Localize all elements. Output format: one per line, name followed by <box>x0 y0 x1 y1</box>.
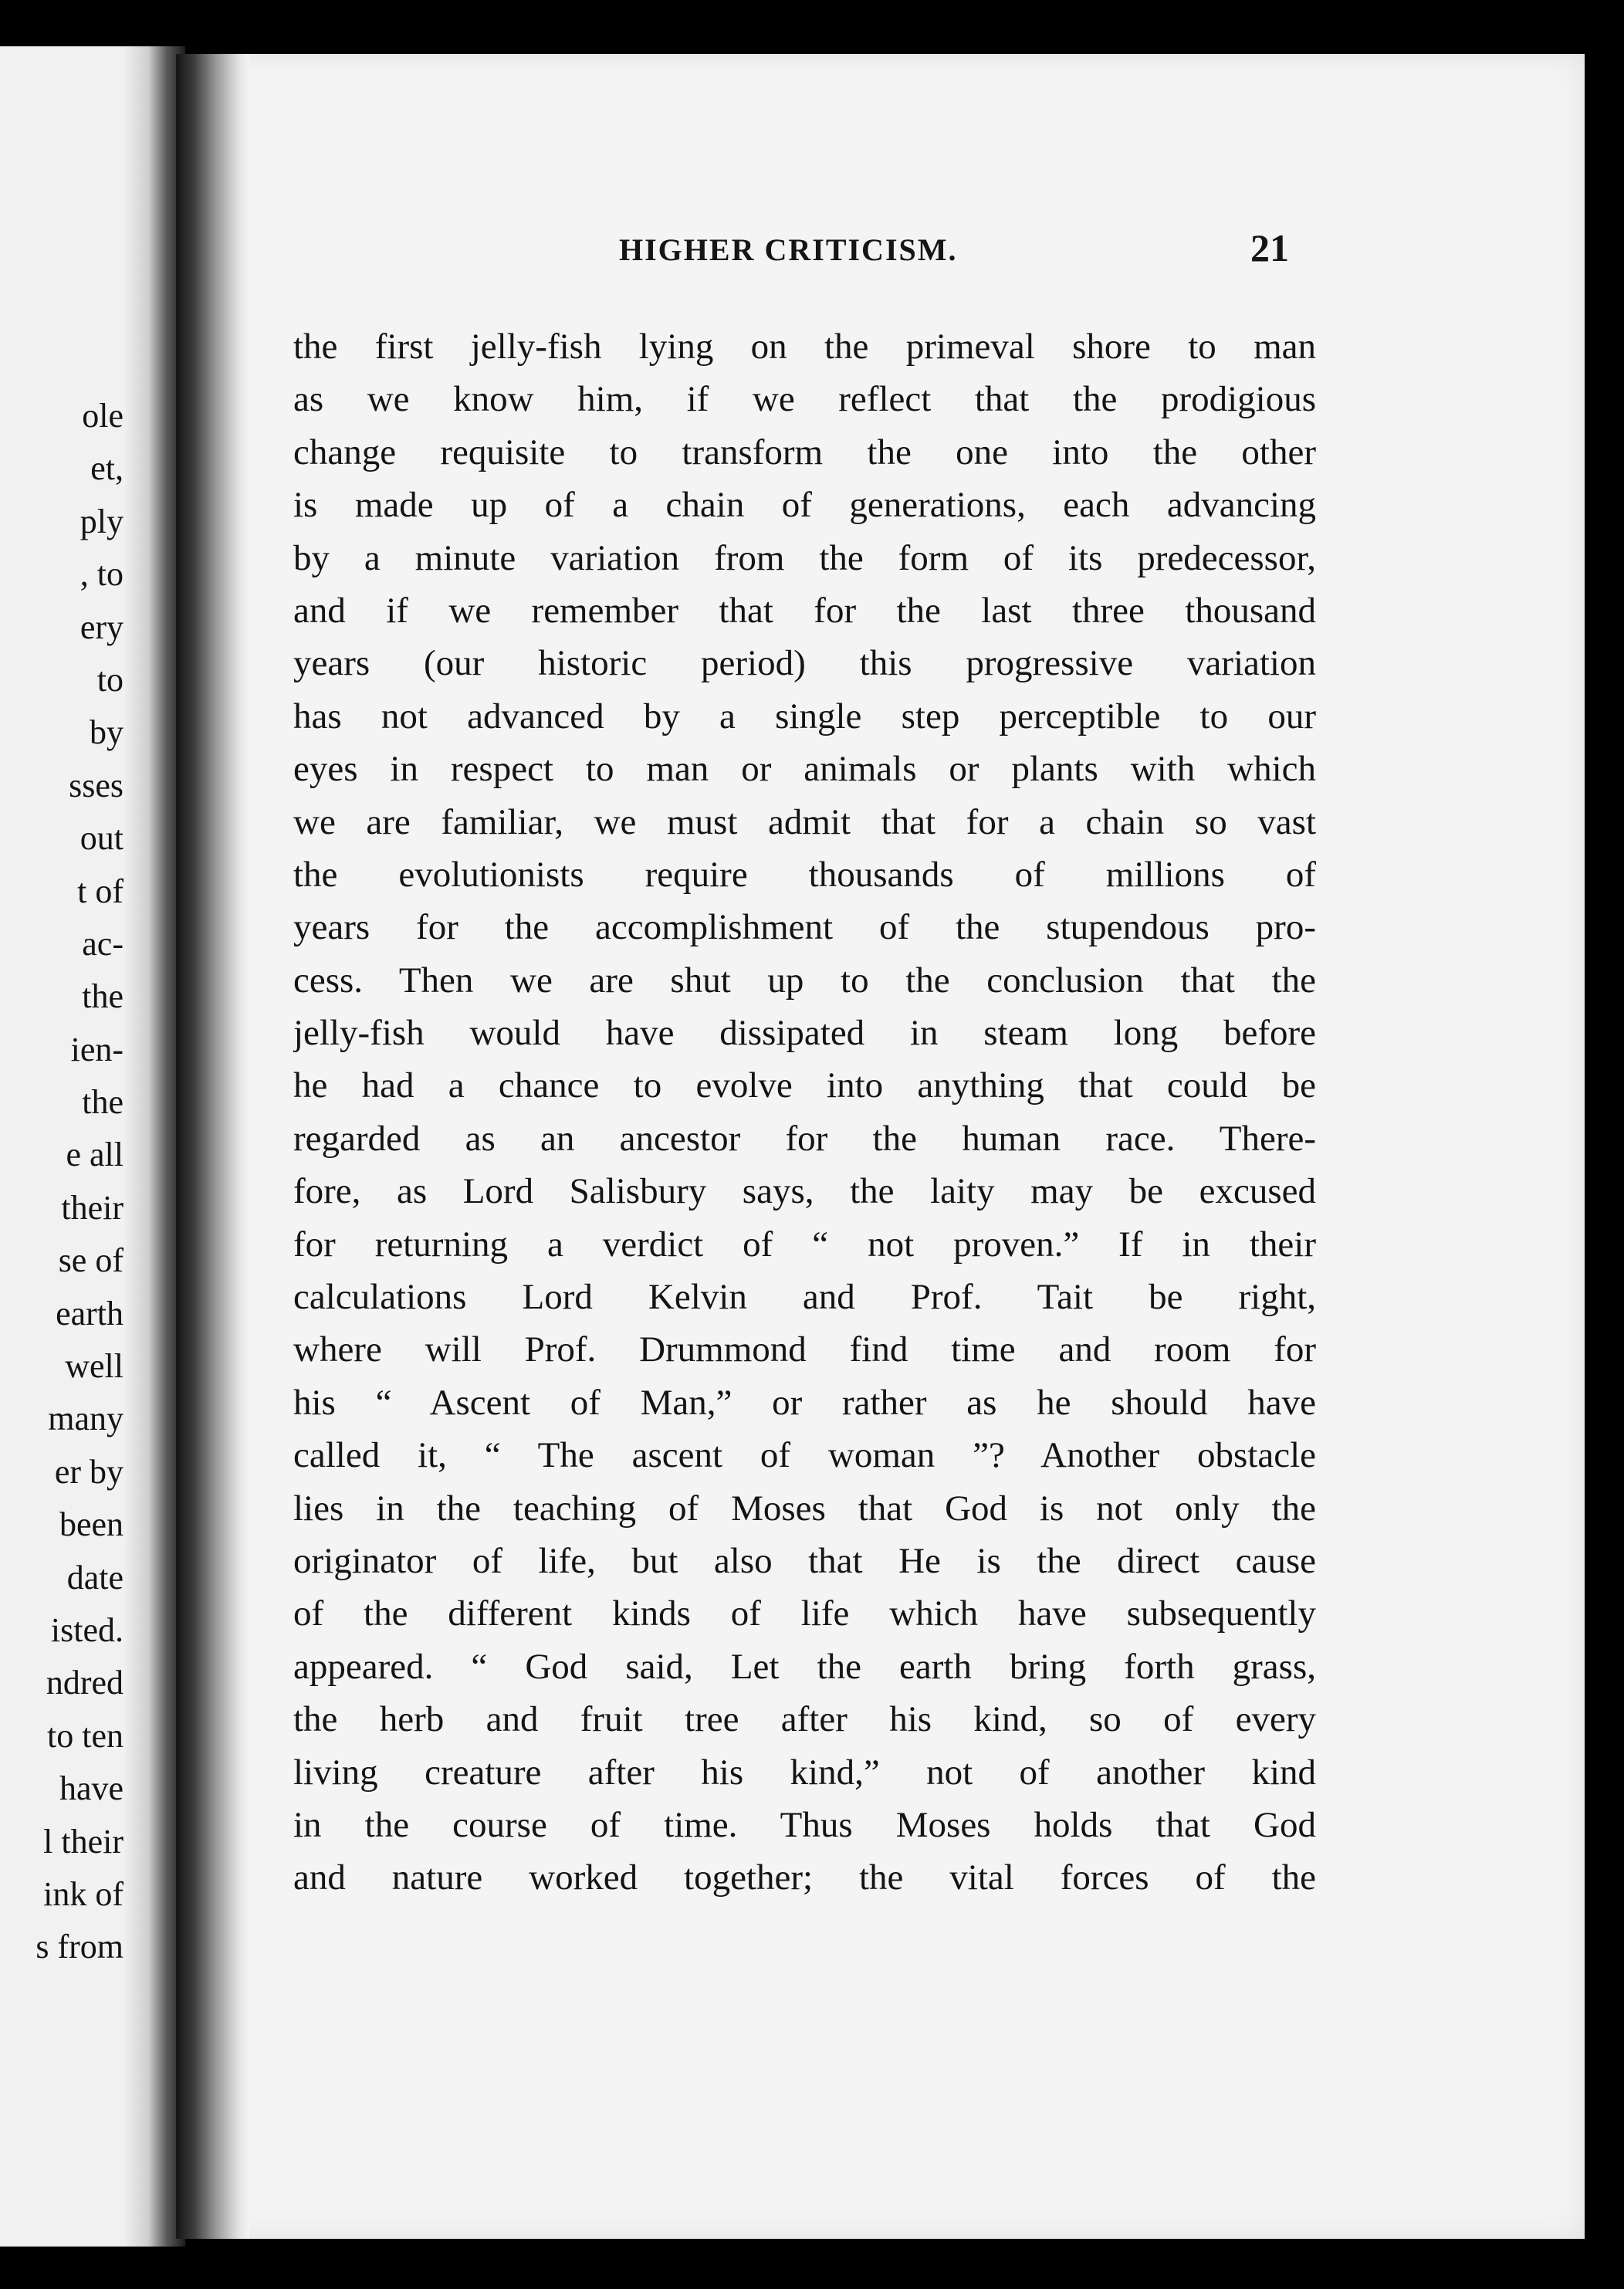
page-body-text <box>293 320 1316 1905</box>
text-line: is made up of a chain of generations, each advancing <box>293 485 1316 526</box>
previous-page-line: ink of <box>43 1874 123 1913</box>
previous-page-line: isted. <box>50 1610 123 1649</box>
text-line: we are familiar, we must admit that for a chain so vast <box>293 801 1316 842</box>
text-line: years for the accomplishment of the stupendous pro- <box>293 907 1316 948</box>
text-line: calculations Lord Kelvin and Prof. Tait be right, <box>293 1277 1316 1318</box>
text-line: called it, “ The ascent of woman ”? Another obstacle <box>293 1435 1316 1476</box>
text-line: appeared. “ God said, Let the earth bring forth grass, <box>293 1646 1316 1687</box>
previous-page-line: been <box>59 1505 123 1544</box>
text-line: and nature worked together; the vital forces of the <box>293 1857 1316 1898</box>
text-line: as we know him, if we reflect that the prodigious <box>293 379 1316 420</box>
previous-page-line: ply <box>80 502 123 540</box>
text-line: he had a chance to evolve into anything that could be <box>293 1065 1316 1106</box>
previous-page-line: er by <box>54 1452 123 1491</box>
previous-page-line: to ten <box>47 1716 123 1755</box>
previous-page-line: the <box>82 1083 123 1122</box>
text-line: of the different kinds of life which have subsequently <box>293 1593 1316 1634</box>
text-line: living creature after his kind,” not of another kind <box>293 1752 1316 1793</box>
text-line: for returning a verdict of “ not proven.” If in their <box>293 1224 1316 1265</box>
text-line: his “ Ascent of Man,” or rather as he should have <box>293 1382 1316 1423</box>
previous-page-line: date <box>66 1558 123 1597</box>
text-line: fore, as Lord Salisbury says, the laity may be excused <box>293 1171 1316 1212</box>
text-line: regarded as an ancestor for the human race. There- <box>293 1118 1316 1159</box>
previous-page-line: by <box>90 713 123 752</box>
previous-page-text <box>0 390 123 1974</box>
running-head <box>293 226 1297 278</box>
text-line: cess. Then we are shut up to the conclusion that the <box>293 960 1316 1001</box>
previous-page-line: se of <box>58 1241 123 1280</box>
previous-page-line: et, <box>90 449 123 488</box>
running-head-title: HIGHER CRITICISM. <box>619 232 958 267</box>
text-line: has not advanced by a single step perceptible to our <box>293 696 1316 736</box>
previous-page-line: earth <box>56 1294 123 1332</box>
previous-page-line: to <box>96 660 123 699</box>
previous-page-line: well <box>65 1347 123 1386</box>
text-line: jelly-fish would have dissipated in steam long before <box>293 1013 1316 1054</box>
text-line: the herb and fruit tree after his kind, so of every <box>293 1699 1316 1740</box>
text-line: originator of life, but also that He is the direct cause <box>293 1540 1316 1581</box>
text-line: the evolutionists require thousands of millions of <box>293 854 1316 895</box>
previous-page-line: l their <box>43 1822 123 1861</box>
text-line: lies in the teaching of Moses that God is not only the <box>293 1488 1316 1529</box>
previous-page-line: many <box>48 1400 123 1438</box>
previous-page-line: out <box>80 819 123 858</box>
previous-page-line: ac- <box>82 924 123 963</box>
text-line: change requisite to transform the one into the other <box>293 432 1316 472</box>
text-line: years (our historic period) this progressive variation <box>293 643 1316 684</box>
text-line: where will Prof. Drummond find time and room for <box>293 1329 1316 1370</box>
previous-page-line: ndred <box>46 1664 123 1702</box>
previous-page-line: ery <box>80 608 123 646</box>
page-spine-shadow <box>176 54 249 2239</box>
previous-page-line: sses <box>69 766 123 804</box>
previous-page-line: ole <box>82 397 123 435</box>
previous-page-line: s from <box>36 1928 123 1966</box>
text-line: in the course of time. Thus Moses holds that God <box>293 1804 1316 1845</box>
previous-page-line: ien- <box>70 1030 123 1068</box>
text-line: the first jelly-fish lying on the primeval shore to man <box>293 327 1316 367</box>
text-line: by a minute variation from the form of its predecessor, <box>293 537 1316 578</box>
previous-page-line: , to <box>80 555 123 594</box>
page-number: 21 <box>1250 226 1289 269</box>
text-line: eyes in respect to man or animals or plants with which <box>293 749 1316 790</box>
previous-page-line: have <box>59 1769 123 1808</box>
previous-page-line: t of <box>77 872 123 910</box>
previous-page-line: the <box>82 977 123 1016</box>
previous-page-line: e all <box>66 1136 123 1174</box>
previous-page-line: their <box>61 1188 123 1227</box>
text-line: and if we remember that for the last three thousand <box>293 590 1316 631</box>
